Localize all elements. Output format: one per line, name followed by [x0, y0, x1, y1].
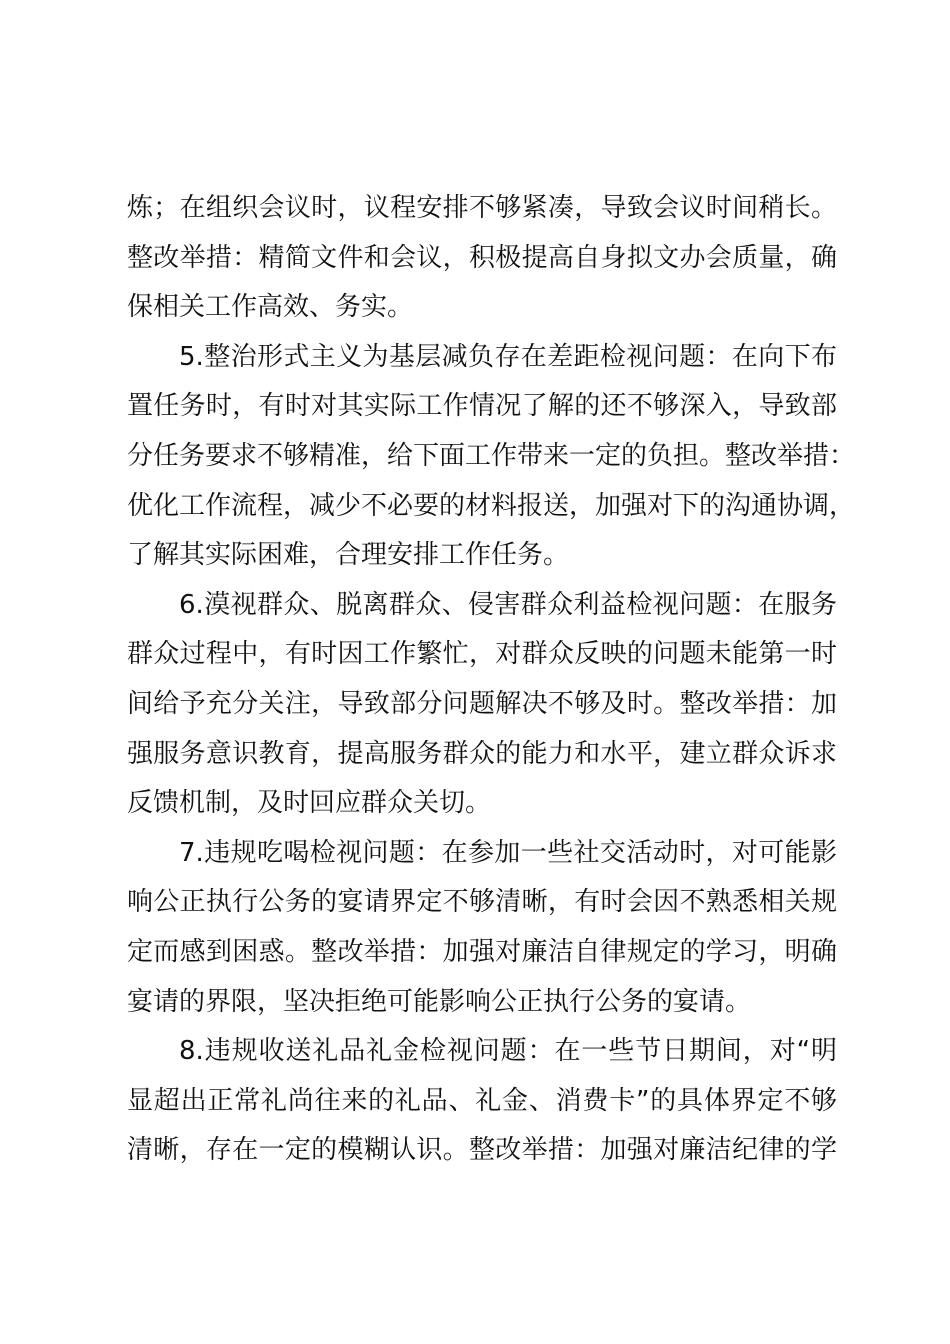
text-line: 响公正执行公务的宴请界定不够清晰，有时会因不熟悉相关规 [127, 887, 837, 918]
paragraph-5-start: 5.整治形式主义为基层减负存在差距检视问题：在向下布 [179, 341, 837, 372]
text-line: 定而感到困惑。整改举措：加强对廉洁自律规定的学习，明确 [127, 936, 837, 967]
text-line: 宴请的界限，坚决拒绝可能影响公正执行公务的宴请。 [127, 986, 752, 1017]
text-line: 了解其实际困难，合理安排工作任务。 [127, 540, 570, 571]
paragraph-6-start: 6.漠视群众、脱离群众、侵害群众利益检视问题：在服务 [179, 589, 837, 620]
text-line: 强服务意识教育，提高服务群众的能力和水平，建立群众诉求 [127, 738, 837, 769]
text-line: 群众过程中，有时因工作繁忙，对群众反映的问题未能第一时 [127, 639, 837, 670]
text-line: 清晰，存在一定的模糊认识。整改举措：加强对廉洁纪律的学 [127, 1135, 837, 1166]
document-body [127, 184, 856, 1176]
paragraph-8-start: 8.违规收送礼品礼金检视问题：在一些节日期间，对“明 [179, 1036, 837, 1067]
text-line: 分任务要求不够精准，给下面工作带来一定的负担。整改举措： [127, 440, 856, 471]
text-line: 保相关工作高效、务实。 [127, 292, 414, 323]
text-line: 优化工作流程，减少不必要的材料报送，加强对下的沟通协调， [127, 490, 856, 521]
text-line: 整改举措：精简文件和会议，积极提高自身拟文办会质量，确 [127, 242, 837, 273]
text-line: 间给予充分关注，导致部分问题解决不够及时。整改举措：加 [127, 688, 837, 719]
text-line: 炼；在组织会议时，议程安排不够紧凑，导致会议时间稍长。 [127, 193, 837, 223]
text-line: 显超出正常礼尚往来的礼品、礼金、消费卡”的具体界定不够 [127, 1085, 837, 1116]
paragraph-7-start: 7.违规吃喝检视问题：在参加一些社交活动时，对可能影 [179, 837, 837, 868]
text-line: 置任务时，有时对其实际工作情况了解的还不够深入，导致部 [127, 391, 837, 422]
text-line: 反馈机制，及时回应群众关切。 [127, 788, 492, 819]
